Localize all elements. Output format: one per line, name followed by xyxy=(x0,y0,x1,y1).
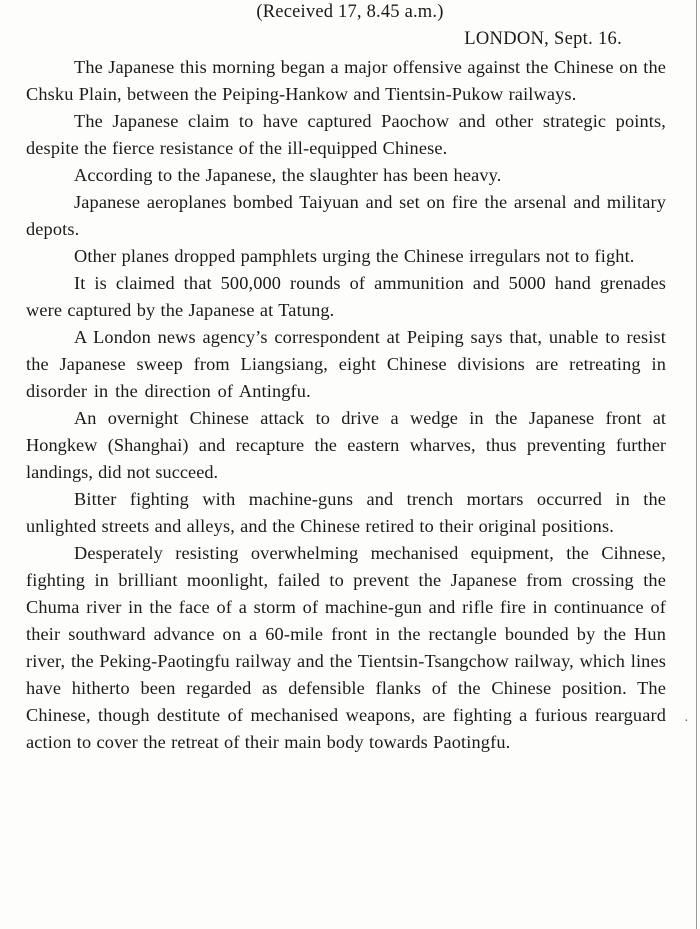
print-speck: · xyxy=(684,714,689,729)
dateline: LONDON, Sept. 16. xyxy=(464,29,622,49)
paragraph-aeroplanes: Japanese aeroplanes bombed Taiyuan and set on fire the arsenal and military depots. xyxy=(26,192,666,239)
paragraph-peiping: A London news agency’s correspondent at Peiping says that, unable to resist the Japanese sweep from Liangsiang, eight Chinese divisions are retreating in disorder in the direction of Antingfu. xyxy=(26,327,666,401)
paragraph-slaughter: According to the Japanese, the slaughter has been heavy. xyxy=(74,165,502,185)
received-timestamp: (Received 17, 8.45 a.m.) xyxy=(256,2,444,22)
page-edge-rule xyxy=(696,0,697,929)
paragraph-pamphlets: Other planes dropped pamphlets urging the Chinese irregulars not to fight. xyxy=(74,246,635,266)
paragraph-hongkew: An overnight Chinese attack to drive a wedge in the Japanese front at Hongkew (Shanghai) and recapture the eastern wharves, thus preventing further landings, did not succeed. xyxy=(26,408,666,482)
paragraph-offensive: The Japanese this morning began a major offensive against the Chinese on the Chsku Plain, between the Peiping-Hankow and Tientsin-Pukow railways. xyxy=(26,57,666,104)
paragraph-ammunition: It is claimed that 500,000 rounds of ammunition and 5000 hand grenades were captured by the Japanese at Tatung. xyxy=(26,273,666,320)
paragraph-street-fighting: Bitter fighting with machine-guns and trench mortars occurred in the unlighted streets and alleys, and the Chinese retired to their original positions. xyxy=(26,489,666,536)
article-body xyxy=(26,54,666,756)
paragraph-chuma-river: Desperately resisting overwhelming mechanised equipment, the Cihnese, fighting in brilliant moonlight, failed to prevent the Japanese from crossing the Chuma river in the face of a storm of machine-gun and rifle fire in continuance of their southward advance on a 60-mile front in the rectangle bounded by the Hun river, the Peking-Paotingfu railway and the Tientsin-Tsangchow railway, which lines have hitherto been regarded as defensible flanks of the Chinese position. The Chinese, though destitute of mechanised weapons, are fighting a furious rearguard action to cover the retreat of their main body towards Paotingfu. xyxy=(26,543,666,752)
paragraph-paochow: The Japanese claim to have captured Paochow and other strategic points, despite the fierce resistance of the ill-equipped Chinese. xyxy=(26,111,666,158)
